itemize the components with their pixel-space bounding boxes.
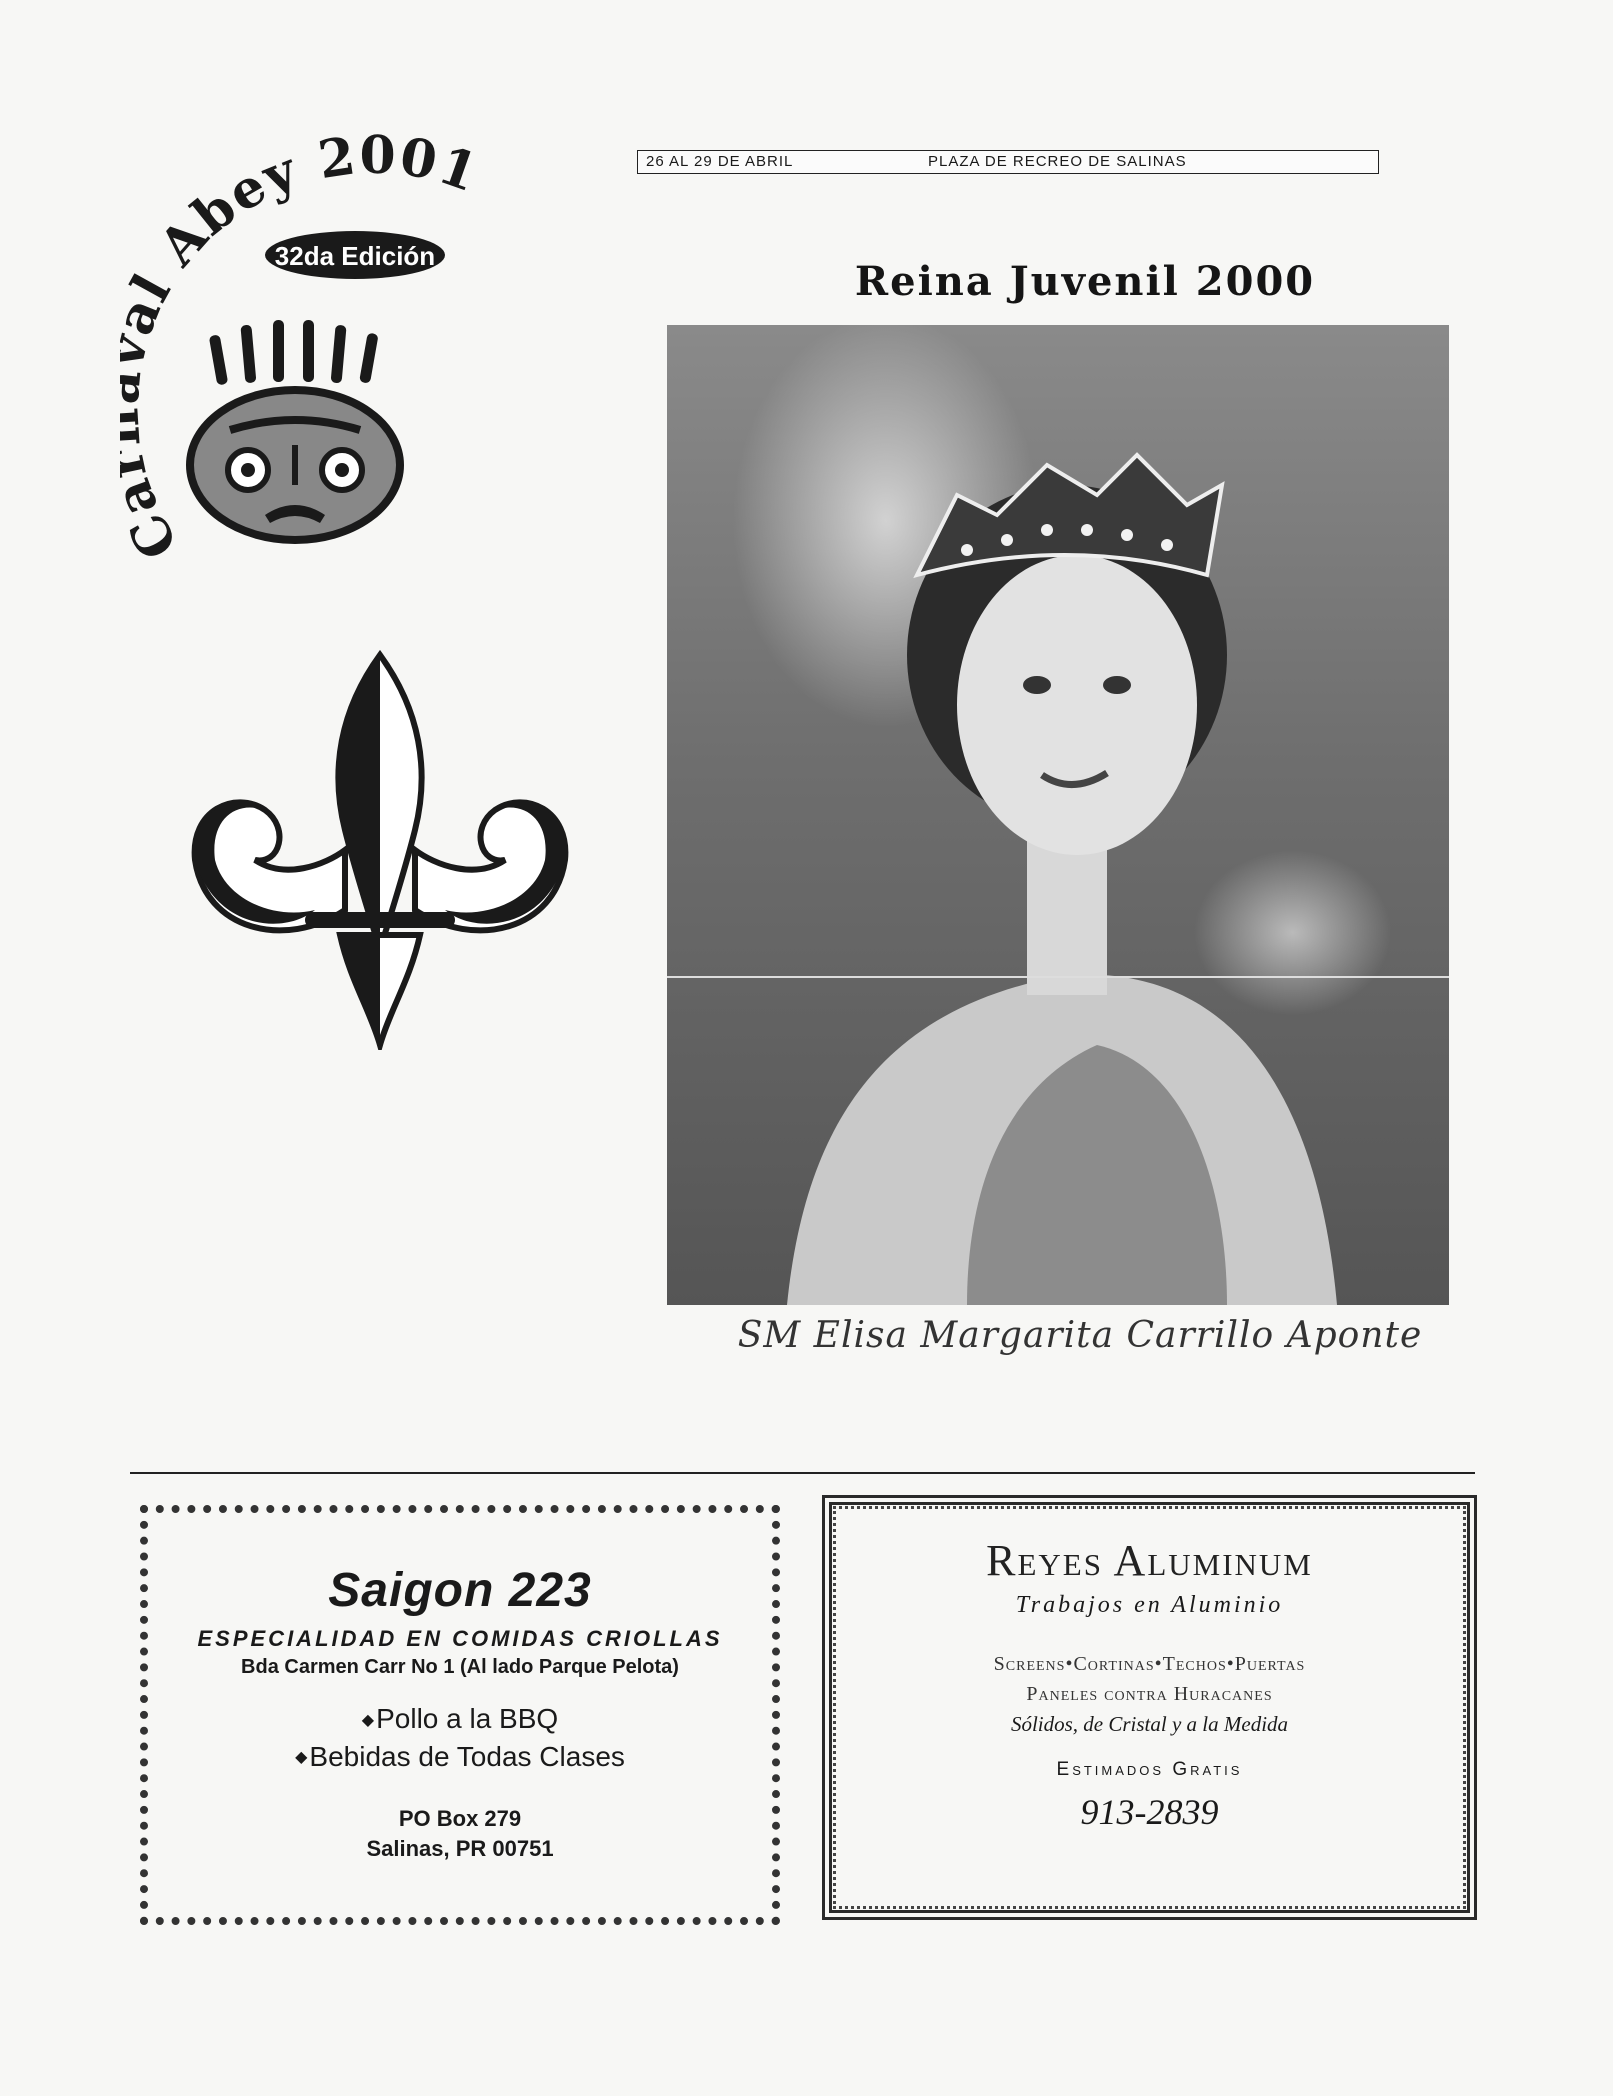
headdress-icon — [209, 320, 379, 385]
saigon-city: Salinas, PR 00751 — [366, 1836, 554, 1862]
event-venue: PLAZA DE RECREO DE SALINAS — [928, 153, 1187, 170]
carnival-logo — [120, 125, 610, 565]
queen-name-caption: SM Elisa Margarita Carrillo Aponte — [737, 1315, 1423, 1356]
taino-face-icon — [190, 390, 400, 540]
event-dates: 26 AL 29 DE ABRIL — [646, 153, 794, 170]
saigon-item: ◆Pollo a la BBQ — [361, 1703, 559, 1734]
section-divider — [130, 1472, 1475, 1474]
queen-title: Reina Juvenil 2000 — [854, 258, 1316, 305]
edition-badge-text: 32da Edición — [274, 241, 436, 271]
reyes-panels: Paneles contra Huracanes — [1026, 1683, 1273, 1705]
reyes-name: Reyes Aluminum — [986, 1536, 1313, 1585]
saigon-item: ◆Bebidas de Todas Clases — [295, 1740, 625, 1772]
saigon-items-list — [148, 1701, 772, 1776]
reyes-estimate: Estimados Gratis — [1056, 1759, 1243, 1780]
saigon-223-ad — [140, 1505, 780, 1925]
diamond-bullet-icon: ◆ — [295, 1749, 308, 1767]
fleur-de-lis-emblem — [165, 650, 595, 1050]
saigon-specialty: ESPECIALIDAD EN COMIDAS CRIOLLAS — [197, 1626, 723, 1651]
portrait-illustration — [667, 325, 1449, 1305]
reyes-services — [832, 1649, 1467, 1709]
saigon-po-box: PO Box 279 — [398, 1806, 522, 1832]
reyes-options: Sólidos, de Cristal y a la Medida — [1010, 1712, 1289, 1736]
carnival-logo-graphic — [120, 125, 610, 565]
reyes-subtitle: Trabajos en Aluminio — [1015, 1592, 1284, 1618]
queen-portrait-photo — [667, 325, 1449, 1305]
event-date-venue-strip — [637, 150, 1379, 174]
fleur-de-lis-icon — [165, 650, 595, 1050]
reyes-services-list: Screens•Cortinas•Techos•Puertas — [993, 1653, 1306, 1675]
diamond-bullet-icon: ◆ — [361, 1711, 375, 1729]
logo-arch-text: C l Abey 2001 — [120, 125, 488, 565]
reyes-aluminum-ad — [822, 1495, 1477, 1920]
saigon-mailing-address — [148, 1804, 772, 1864]
reyes-phone: 913-2839 — [1080, 1792, 1219, 1832]
saigon-address: Bda Carmen Carr No 1 (Al lado Parque Pelota) — [241, 1656, 679, 1678]
saigon-name: Saigon 223 — [328, 1564, 592, 1617]
